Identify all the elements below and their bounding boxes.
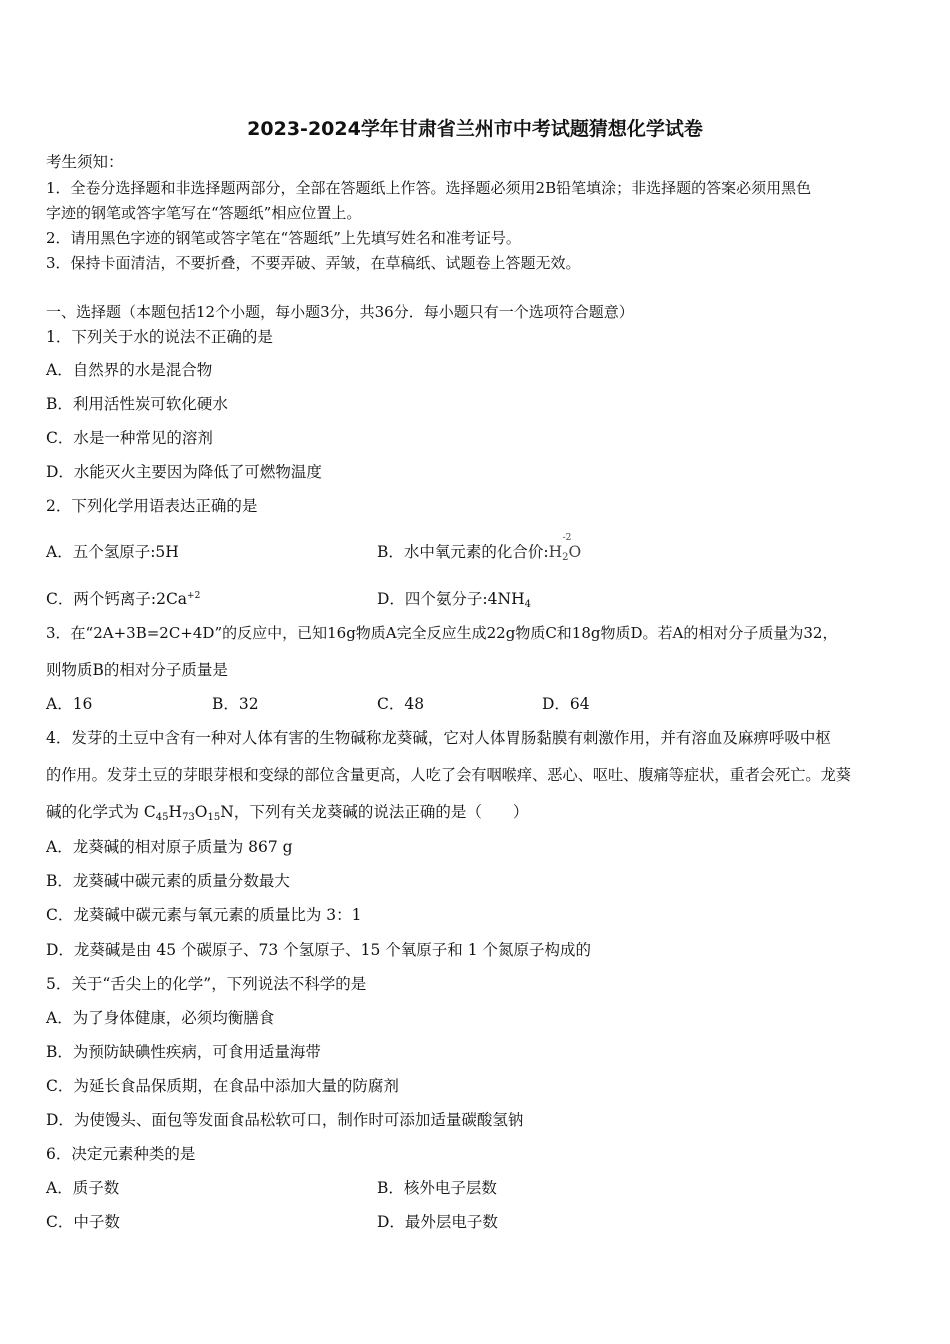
question-1-stem: 1．下列关于水的说法不正确的是 <box>46 328 273 346</box>
notice-line-2: 字迹的钢笔或答字笔写在“答题纸”相应位置上。 <box>46 204 362 222</box>
question-3-option-b: B．32 <box>212 695 259 713</box>
notice-line-4: 3．保持卡面清洁，不要折叠，不要弄破、弄皱，在草稿纸、试题卷上答题无效。 <box>46 254 581 272</box>
question-2-stem: 2．下列化学用语表达正确的是 <box>46 497 258 515</box>
option-b-text: B．水中氧元素的化合价: <box>377 543 549 561</box>
question-2-option-d <box>377 589 531 609</box>
question-3-stem: 3．在“2A+3B=2C+4D”的反应中，已知16g物质A完全反应生成22g物质C和18g物质D。若A的相对分子质量为32， <box>46 624 838 642</box>
question-3-option-c: C．48 <box>377 695 425 713</box>
question-1-option-b: B．利用活性炭可软化硬水 <box>46 395 228 413</box>
formula-h-subscript: 2 <box>562 552 569 563</box>
question-4-line-1: 4．发芽的土豆中含有一种对人体有害的生物碱称龙葵碱，它对人体胃肠黏膜有刺激作用，并有溶血及麻痹呼吸中枢 <box>46 729 831 747</box>
question-3-option-d: D．64 <box>542 695 590 713</box>
page-title: 2023-2024学年甘肃省兰州市中考试题猜想化学试卷 <box>247 118 703 140</box>
notice-line-1: 1．全卷分选择题和非选择题两部分，全部在答题纸上作答。选择题必须用2B铅笔填涂；非选择题的答案必须用黑色 <box>46 179 812 197</box>
option-c-text: C．两个钙离子:2Ca <box>46 590 188 608</box>
question-6-option-b: B．核外电子层数 <box>377 1179 497 1197</box>
formula-h: H <box>168 803 183 821</box>
question-6-option-d: D．最外层电子数 <box>377 1213 498 1231</box>
valence-mark: -2 <box>562 533 572 543</box>
carbon-count: 45 <box>155 812 169 823</box>
formula-o: O <box>568 543 582 561</box>
question-5-stem: 5．关于“舌尖上的化学”，下列说法不科学的是 <box>46 975 367 993</box>
notice-heading: 考生须知： <box>46 153 124 171</box>
hydrogen-count: 73 <box>182 812 195 823</box>
section-heading: 一、选择题（本题包括12个小题，每小题3分，共36分．每小题只有一个选项符合题意） <box>46 303 634 321</box>
question-4-line-2: 的作用。发芽土豆的芽眼芽根和变绿的部位含量更高，人吃了会有咽喉痒、恶心、呕吐、腹痛等症状，重者会死亡。龙葵 <box>46 766 851 784</box>
question-3-stem-2: 则物质B的相对分子质量是 <box>46 661 228 679</box>
question-4-option-c: C．龙葵碱中碳元素与氧元素的质量比为 3：1 <box>46 906 362 924</box>
question-3-option-a: A．16 <box>46 695 93 713</box>
nh-subscript: 4 <box>524 599 531 610</box>
question-5-option-c: C．为延长食品保质期，在食品中添加大量的防腐剂 <box>46 1077 399 1095</box>
question-6-option-c: C．中子数 <box>46 1213 120 1231</box>
question-4-tail: N，下列有关龙葵碱的说法正确的是（ ） <box>220 803 529 821</box>
charge-superscript: +2 <box>187 591 201 601</box>
formula-o: O <box>194 803 208 821</box>
question-1-option-c: C．水是一种常见的溶剂 <box>46 429 213 447</box>
question-4-option-d: D．龙葵碱是由 45 个碳原子、73 个氢原子、15 个氧原子和 1 个氮原子构成的 <box>46 941 592 959</box>
question-2-option-c <box>46 589 200 609</box>
oxygen-count: 15 <box>207 812 221 823</box>
question-2-option-a: A．五个氢原子:5H <box>46 543 179 561</box>
question-4-option-b: B．龙葵碱中碳元素的质量分数最大 <box>46 872 290 890</box>
question-4-option-a: A．龙葵碱的相对原子质量为 867 g <box>46 838 293 856</box>
formula-h: H <box>548 543 563 561</box>
question-6-option-a: A．质子数 <box>46 1179 120 1197</box>
question-5-option-b: B．为预防缺碘性疾病，可食用适量海带 <box>46 1043 321 1061</box>
question-1-option-d: D．水能灭火主要因为降低了可燃物温度 <box>46 463 322 481</box>
question-5-option-d: D．为使馒头、面包等发面食品松软可口，制作时可添加适量碳酸氢钠 <box>46 1111 524 1129</box>
question-2-option-b <box>377 533 582 563</box>
question-5-option-a: A．为了身体健康，必须均衡膳食 <box>46 1009 275 1027</box>
water-formula <box>548 533 582 563</box>
question-6-stem: 6．决定元素种类的是 <box>46 1145 196 1163</box>
question-4-line-3 <box>46 802 528 822</box>
notice-line-3: 2．请用黑色字迹的钢笔或答字笔在“答题纸”上先填写姓名和准考证号。 <box>46 229 521 247</box>
option-d-text: D．四个氨分子:4NH <box>377 590 525 608</box>
formula-lead: 碱的化学式为 C <box>46 803 156 821</box>
question-1-option-a: A．自然界的水是混合物 <box>46 361 213 379</box>
